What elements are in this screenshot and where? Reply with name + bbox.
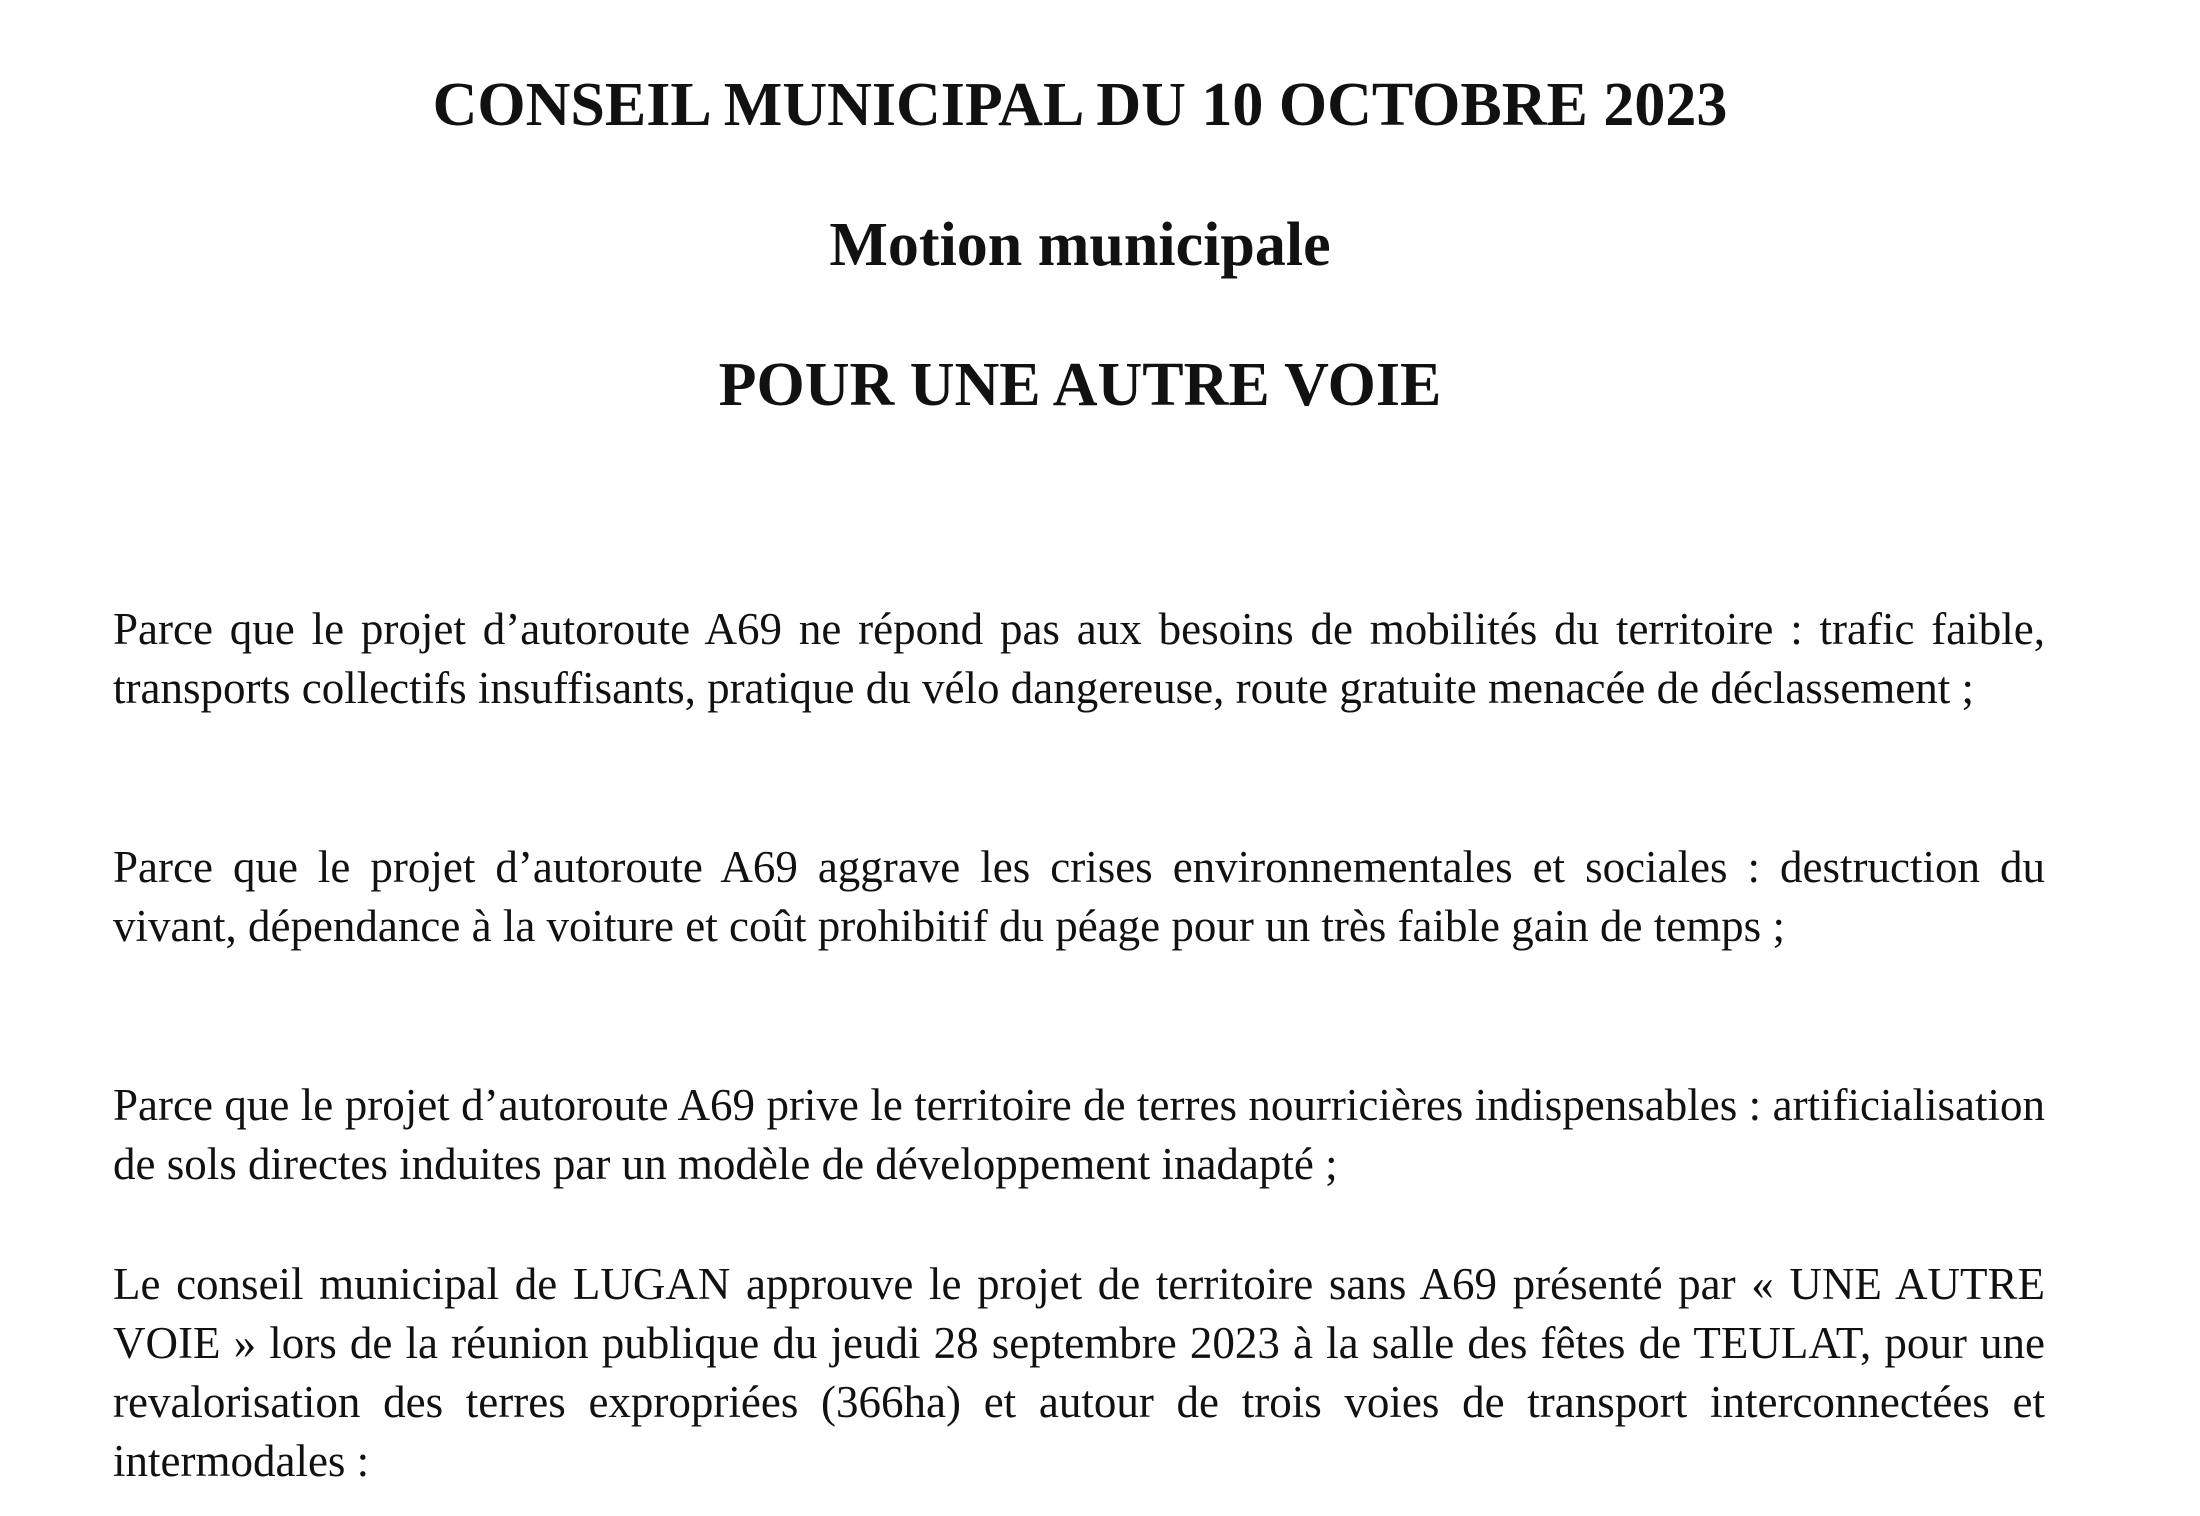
paragraph-farmland: Parce que le projet d’autoroute A69 prive le territoire de terres nourricières indispensables : artificialisation de sols directes induites par un modèle de développement inadapté ; (113, 1080, 2045, 1189)
council-heading: CONSEIL MUNICIPAL DU 10 OCTOBRE 2023 (432, 71, 1728, 139)
paragraph-environment: Parce que le projet d’autoroute A69 aggrave les crises environnementales et sociales : destruction du vivant, dépendance à la voiture et coût prohibitif du péage pour un très faible gain de temps ; (113, 842, 2045, 951)
paragraph-mobility: Parce que le projet d’autoroute A69 ne répond pas aux besoins de mobilités du territoire : trafic faible, transports collectifs insuffisants, pratique du vélo dangereuse, route gratuite menacée de déclassement ; (113, 604, 2045, 713)
paragraph-council-decision: Le conseil municipal de LUGAN approuve le projet de territoire sans A69 présenté par « UNE AUTRE VOIE » lors de la réunion publique du jeudi 28 septembre 2023 à la salle des fêtes de TEULAT, pour une revalorisation des terres expropriées (366ha) et autour de trois voies de transport interconnectées et intermodales : (113, 1259, 2045, 1486)
motion-subheading: Motion municipale (829, 211, 1331, 279)
motion-title: POUR UNE AUTRE VOIE (718, 351, 1442, 419)
